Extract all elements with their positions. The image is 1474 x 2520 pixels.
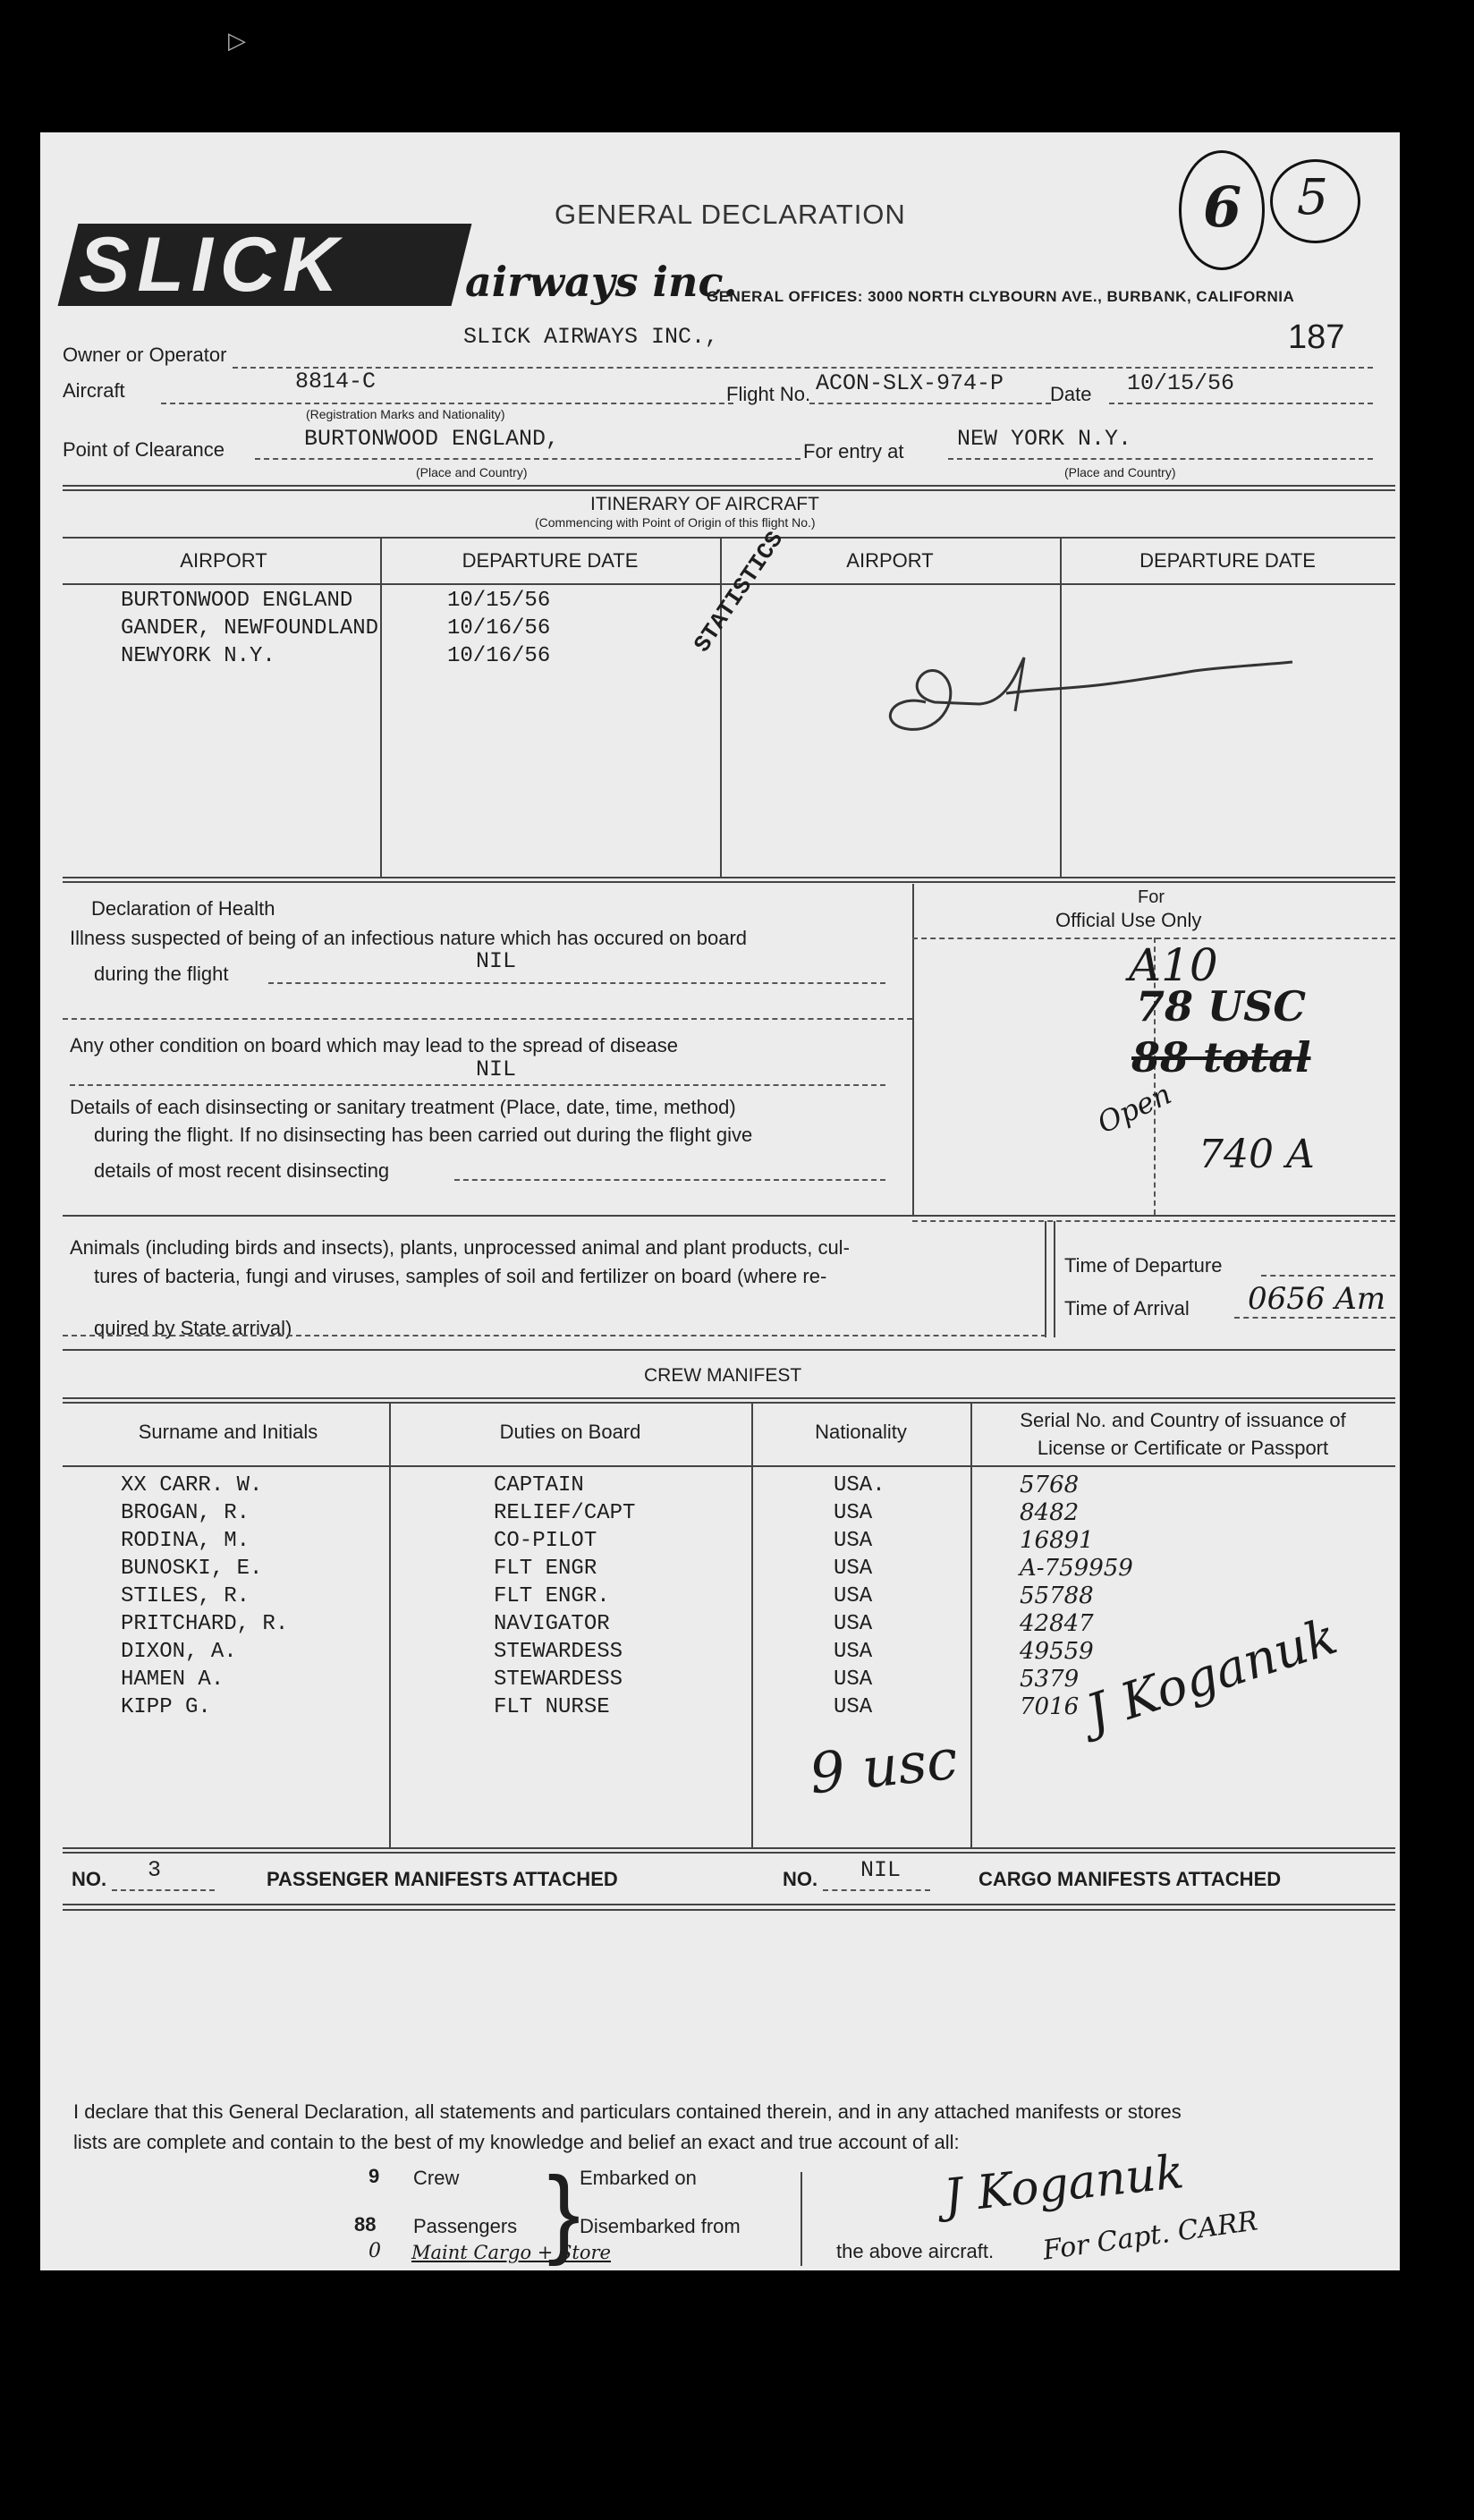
crew-nationality: USA [834,1667,873,1692]
health-title: Declaration of Health [91,897,275,920]
entry-label: For entry at [803,440,904,462]
itinerary-airport: BURTONWOOD ENGLAND [121,589,353,613]
disembarked-label: Disembarked from [580,2215,741,2237]
itinerary-dates [447,587,550,670]
illness-question: Illness suspected of being of an infectious nature which has occured on board [70,927,748,949]
crew-surname: DIXON, A. [121,1640,237,1664]
passenger-manifest-label: PASSENGER MANIFESTS ATTACHED [267,1868,618,1890]
corner-mark: ▷ [228,27,246,54]
details-question-2: during the flight. If no disinsecting has been carried out during the flight give [94,1124,753,1146]
date-value: 10/15/56 [1127,370,1235,396]
crew-surname: BUNOSKI, E. [121,1557,263,1581]
page-number: 187 [1288,318,1345,356]
declaration-line-1: I declare that this General Declaration, all statements and particulars contained therein, and in any attached manifests or stores [73,2100,1182,2123]
crew-surname: RODINA, M. [121,1529,250,1553]
brace-mark: } [547,2157,580,2267]
cargo-manifest-count: NIL [860,1857,902,1883]
for-captain-note: For Capt. CARR [1040,2205,1260,2267]
itinerary-header-date-1: DEPARTURE DATE [462,549,639,572]
crew-count-label: Crew [413,2167,460,2189]
crew-duty: NAVIGATOR [494,1612,610,1636]
crew-nationality: USA [834,1529,873,1553]
crew-manifest-title: CREW MANIFEST [644,1365,802,1386]
during-flight-label: during the flight [94,963,229,985]
aircraft-value: 8814-C [295,369,377,395]
crew-nationality: USA [834,1612,873,1636]
crew-duty: CAPTAIN [494,1473,584,1498]
company-logo-text: SLICK [79,222,345,308]
itinerary-header-airport-2: AIRPORT [846,549,934,572]
animals-line-1: Animals (including birds and insects), plants, unprocessed animal and plant products, cul- [70,1236,850,1259]
itinerary-subtitle: (Commencing with Point of Origin of this flight No.) [535,515,816,530]
official-note-1: A10 [1129,939,1218,991]
aircraft-line-label: the above aircraft. [836,2240,995,2262]
crew-duty: FLT ENGR [494,1557,597,1581]
declaration-line-2: lists are complete and contain to the best of my knowledge and belief an exact and true account of all: [73,2131,960,2153]
crew-serial: 49559 [1020,1638,1094,1665]
itinerary-signature [872,640,1297,747]
crew-serial: 42847 [1020,1610,1094,1637]
itinerary-airports [121,587,378,670]
crew-serial: 5379 [1020,1666,1080,1693]
company-logo-script: airways inc. [465,258,738,306]
itinerary-airport: NEWYORK N.Y. [121,644,275,668]
details-question-3: details of most recent disinsecting [94,1159,390,1182]
crew-nationality: USA. [834,1473,885,1498]
passenger-count-label: Passengers [413,2215,518,2237]
maint-cargo-note: Maint Cargo + Store [411,2242,611,2263]
crew-surnames [121,1472,288,1721]
company-name-typed: SLICK AIRWAYS INC., [463,324,719,350]
itinerary-date: 10/16/56 [447,616,551,641]
crew-surname: HAMEN A. [121,1667,224,1692]
crew-header-surname: Surname and Initials [138,1421,318,1443]
other-condition-value: NIL [476,1056,517,1082]
cargo-no-label: NO. [783,1868,818,1890]
entry-value: NEW YORK N.Y. [957,426,1132,452]
crew-serial: 8482 [1020,1499,1080,1526]
crew-serial: 55788 [1020,1582,1094,1609]
owner-label: Owner or Operator [63,344,227,366]
official-note-2: 78 USC [1136,982,1306,1031]
crew-nationality: USA [834,1640,873,1664]
crew-handwritten-signature: J Koganuk [1080,1607,1344,1744]
flight-no-label: Flight No. [726,383,811,405]
crew-duty: FLT NURSE [494,1695,610,1719]
declaration-form [40,132,1400,2270]
crew-surname: STILES, R. [121,1584,250,1608]
entry-sublabel: (Place and Country) [1064,465,1176,479]
flight-no-value: ACON-SLX-974-P [816,370,1004,396]
animals-line-3: quired by State arrival) [94,1317,292,1339]
crew-header-duties: Duties on Board [499,1421,641,1443]
arrival-time-label: Time of Arrival [1064,1297,1190,1319]
crew-surname: PRITCHARD, R. [121,1612,289,1636]
crew-serial: 16891 [1020,1527,1094,1554]
circled-number-5: 5 [1297,168,1328,225]
itinerary-airport: GANDER, NEWFOUNDLAND [121,616,379,641]
crew-duty: RELIEF/CAPT [494,1501,636,1525]
animals-line-2: tures of bacteria, fungi and viruses, samples of soil and fertilizer on board (where re- [94,1265,827,1287]
arrival-time-value: 0656 Am [1248,1281,1386,1317]
itinerary-date: 10/15/56 [447,589,551,613]
official-note-5: 740 A [1199,1132,1315,1177]
declaration-signature: J Koganuk [941,2145,1187,2224]
crew-surname: KIPP G. [121,1695,211,1719]
embarked-label: Embarked on [580,2167,697,2189]
crew-duty: FLT ENGR. [494,1584,610,1608]
zero-count: 0 [368,2240,381,2262]
clearance-sublabel: (Place and Country) [416,465,528,479]
registration-sublabel: (Registration Marks and Nationality) [306,407,505,421]
crew-serial: 5768 [1020,1472,1080,1498]
itinerary-header-airport-1: AIRPORT [180,549,267,572]
doc-title: GENERAL DECLARATION [555,199,906,230]
clearance-label: Point of Clearance [63,438,224,461]
crew-duty: STEWARDESS [494,1667,623,1692]
crew-duty: CO-PILOT [494,1529,597,1553]
crew-nationality: USA [834,1557,873,1581]
circled-number-6: 6 [1203,174,1242,240]
official-title-1: For [1138,887,1165,907]
passenger-no-label: NO. [72,1868,107,1890]
itinerary-title: ITINERARY OF AIRCRAFT [590,494,819,514]
cargo-manifest-label: CARGO MANIFESTS ATTACHED [978,1868,1282,1890]
statistics-stamp: STATISTICS [689,526,790,658]
official-note-3: 88 total [1131,1033,1311,1082]
crew-header-nationality: Nationality [815,1421,907,1443]
departure-time-label: Time of Departure [1064,1254,1223,1277]
crew-nationality: USA [834,1695,873,1719]
general-offices: GENERAL OFFICES: 3000 NORTH CLYBOURN AVE., BURBANK, CALIFORNIA [707,288,1295,305]
date-label: Date [1050,383,1092,405]
aircraft-label: Aircraft [63,379,125,402]
passenger-manifest-count: 3 [148,1857,162,1883]
passenger-count: 88 [354,2213,377,2236]
illness-value: NIL [476,948,517,974]
crew-nationalities [834,1472,885,1721]
crew-handwritten-total: 9 usc [806,1726,961,1807]
crew-count: 9 [368,2165,380,2187]
official-title-2: Official Use Only [1055,909,1202,931]
other-condition-question: Any other condition on board which may lead to the spread of disease [70,1034,678,1056]
crew-duties [494,1472,635,1721]
clearance-value: BURTONWOOD ENGLAND, [304,426,560,452]
crew-serial: 7016 [1020,1693,1080,1720]
official-note-4: Open [1092,1076,1177,1141]
itinerary-header-date-2: DEPARTURE DATE [1139,549,1316,572]
crew-header-serial: Serial No. and Country of issuance of License or Certificate or Passport [1020,1409,1346,1459]
crew-surname: BROGAN, R. [121,1501,250,1525]
details-question-1: Details of each disinsecting or sanitary treatment (Place, date, time, method) [70,1096,736,1118]
crew-surname: XX CARR. W. [121,1473,263,1498]
itinerary-date: 10/16/56 [447,644,551,668]
crew-serial: A-759959 [1020,1555,1133,1582]
crew-nationality: USA [834,1584,873,1608]
crew-nationality: USA [834,1501,873,1525]
crew-duty: STEWARDESS [494,1640,623,1664]
